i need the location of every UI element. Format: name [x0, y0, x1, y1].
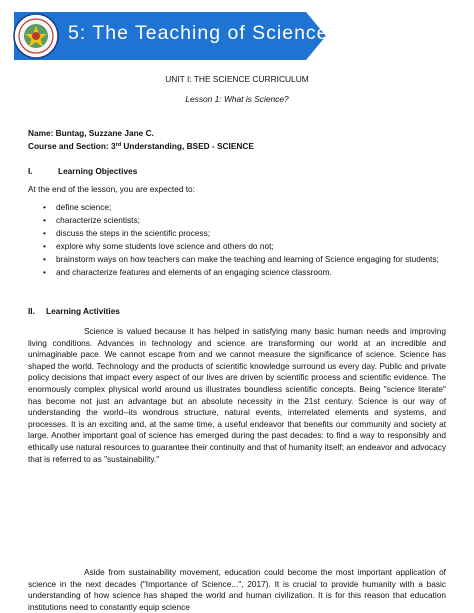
- section-heading-activities: [28, 306, 120, 318]
- unit-heading: UNIT I: THE SCIENCE CURRICULUM: [165, 74, 309, 84]
- list-item: • define science;: [28, 202, 446, 214]
- objectives-list: [28, 202, 446, 280]
- objectives-intro: At the end of the lesson, you are expected to:: [28, 184, 195, 194]
- chapter-title: 5: The Teaching of Science: [68, 22, 329, 44]
- section-title: Learning Activities: [46, 306, 120, 316]
- course-suffix: Understanding, BSED - SCIENCE: [121, 141, 254, 151]
- paragraph: Science is valued because it has helped in satisfying many basic human needs and improving living conditions. Advances in technology and science are transforming our world at an incredible and unimaginable pace. We cannot escape from and we cannot measure the significance of science. Science has shaped the world. Technology and the products of scientific knowledge surround us every day. Public and private policy decisions that impact every aspect of our lives are driven by scientific process and scientific evidence. The enormously complex physical world around us illustrates boundless scientific concepts. Being "science literate" has become not just an advantage but an absolute necessity in the 21st century. Science is our way of understanding the world--its wondrous structure, natural events, interrelated elements and systems, and processes. It is an exciting and, at the same time, a useful endeavor that benefits our community and society at large. Another important goal of science has emerged during the past decades: to find a way to responsibly and ethically use natural resources to guarantee their continuity and that of humanity itself; an endeavor and advocacy that is referred to as "sustainability.": [28, 326, 446, 464]
- chapter-banner: [14, 12, 329, 60]
- section-title: Learning Objectives: [58, 166, 138, 176]
- lesson-heading: Lesson 1: What is Science?: [185, 94, 289, 104]
- list-item: • discuss the steps in the scientific process;: [28, 228, 446, 240]
- student-name: Name: Buntag, Suzzane Jane C.: [28, 128, 154, 138]
- paragraph: Aside from sustainability movement, education could become the most important application of science in the next decades ("Importance of Science...", 2017). It is crucial to provide humanity with a basic understanding of how science has shaped the world and human civilization. It is for this reason that education institutions need to constantly equip science: [28, 567, 446, 612]
- course-section: [28, 140, 254, 153]
- list-item: • brainstorm ways on how teachers can make the teaching and learning of Science engaging for students;: [28, 254, 446, 266]
- course-superscript: rd: [115, 142, 122, 148]
- course-prefix: Course and Section: 3: [28, 141, 116, 151]
- section-number: I.: [28, 166, 33, 176]
- list-item: • characterize scientists;: [28, 215, 446, 227]
- school-seal-logo: [13, 13, 59, 59]
- section-heading-objectives: [28, 166, 137, 178]
- section-number: II.: [28, 306, 35, 316]
- list-item: • explore why some students love science and others do not;: [28, 241, 446, 253]
- list-item: • and characterize features and elements of an engaging science classroom.: [28, 267, 446, 279]
